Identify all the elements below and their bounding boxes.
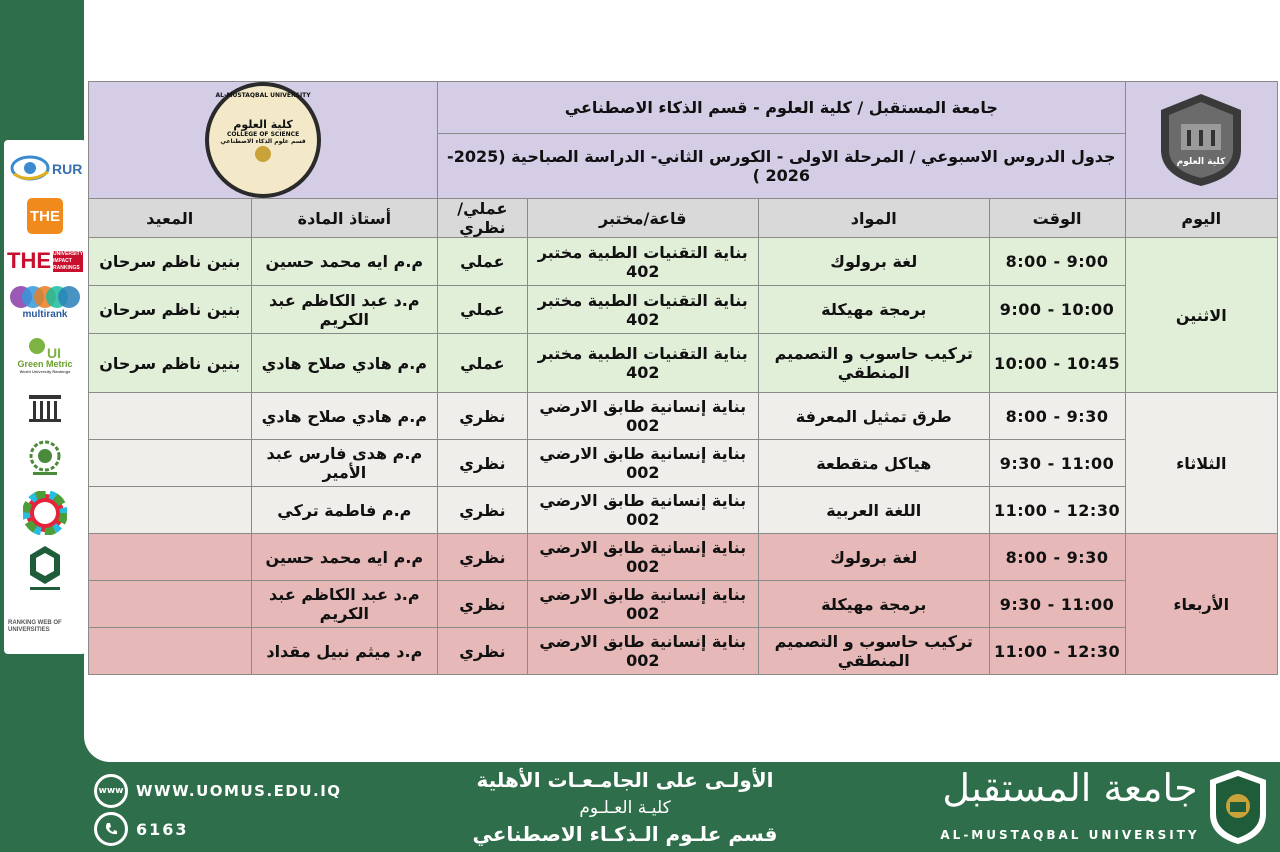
webometrics-logo xyxy=(8,616,82,638)
table-row xyxy=(89,440,1278,487)
day-cell-monday: الاثنين xyxy=(1125,238,1277,393)
multirank-circles-icon xyxy=(9,285,81,309)
arab-engineers-federation-icon xyxy=(8,542,82,594)
assistant-cell xyxy=(89,581,252,628)
subject-cell: لغة برولوك xyxy=(758,534,989,581)
table-row xyxy=(89,487,1278,534)
subject-cell: اللغة العربية xyxy=(758,487,989,534)
teacher-cell: م.د ميثم نبيل مقداد xyxy=(251,628,438,675)
footer-university-ar: جامعة المستقبل xyxy=(942,766,1198,810)
table-row xyxy=(89,238,1278,286)
col-assistant: المعيد xyxy=(89,199,252,238)
schedule-title: جدول الدروس الاسبوعي / المرحلة الاولى - الكورس الثاني- الدراسة الصباحية (2025-2026 ) xyxy=(438,134,1125,199)
subject-cell: طرق تمثيل المعرفة xyxy=(758,393,989,440)
multirank-label: multirank xyxy=(22,308,68,320)
time-cell: 9:00 - 10:00 xyxy=(989,286,1125,334)
subject-cell: هياكل متقطعة xyxy=(758,440,989,487)
schedule-table xyxy=(88,81,1278,675)
assistant-cell xyxy=(89,628,252,675)
time-cell: 8:00 - 9:30 xyxy=(989,534,1125,581)
teacher-cell: م.م هادي صلاح هادي xyxy=(251,334,438,393)
seal-dept: قسم علوم الذكاء الاصطناعي xyxy=(220,137,306,145)
subject-cell: برمجة مهيكلة xyxy=(758,286,989,334)
college-crest-logo xyxy=(1151,90,1251,190)
time-cell: 8:00 - 9:00 xyxy=(989,238,1125,286)
day-cell-wednesday: الأربعاء xyxy=(1125,534,1277,675)
type-cell: عملي xyxy=(438,286,527,334)
type-cell: نظري xyxy=(438,440,527,487)
time-cell: 10:00 - 10:45 xyxy=(989,334,1125,393)
rur-logo xyxy=(8,148,82,188)
table-row xyxy=(89,534,1278,581)
seal-ring-text: AL-MUSTAQBAL UNIVERSITY xyxy=(215,92,311,99)
footer-bar xyxy=(0,762,1280,852)
subject-cell: تركيب حاسوب و التصميم المنطقي xyxy=(758,334,989,393)
university-seal-logo xyxy=(205,82,321,198)
room-cell: بناية إنسانية طابق الارضي 002 xyxy=(527,487,758,534)
subject-cell: برمجة مهيكلة xyxy=(758,581,989,628)
teacher-cell: م.م هدى فارس عبد الأمير xyxy=(251,440,438,487)
room-cell: بناية إنسانية طابق الارضي 002 xyxy=(527,581,758,628)
day-cell-tuesday: الثلاثاء xyxy=(1125,393,1277,534)
university-seal-cell xyxy=(89,82,438,199)
assistant-cell xyxy=(89,440,252,487)
col-room: قاعة/مختبر xyxy=(527,199,758,238)
phone-number[interactable]: 6163 xyxy=(136,820,189,839)
table-row xyxy=(89,334,1278,393)
assistant-cell xyxy=(89,487,252,534)
assistant-cell: بنين ناظم سرحان xyxy=(89,286,252,334)
website-link[interactable]: WWW.UOMUS.EDU.IQ xyxy=(136,782,342,800)
teacher-cell: م.م ايه محمد حسين xyxy=(251,534,438,581)
time-cell: 11:00 - 12:30 xyxy=(989,628,1125,675)
footer-university-en: AL-MUSTAQBAL UNIVERSITY xyxy=(940,828,1200,842)
teacher-cell: م.د عبد الكاظم عبد الكريم xyxy=(251,581,438,628)
type-cell: عملي xyxy=(438,334,527,393)
table-row xyxy=(89,393,1278,440)
teacher-cell: م.م فاطمة تركي xyxy=(251,487,438,534)
greenmetric-label: Green Metric xyxy=(17,359,73,369)
crest-caption: كلية العلوم xyxy=(1176,157,1226,167)
room-cell: بناية إنسانية طابق الارضي 002 xyxy=(527,534,758,581)
subject-cell: لغة برولوك xyxy=(758,238,989,286)
webometrics-label: RANKING WEB OF UNIVERSITIES xyxy=(8,620,62,633)
columns-building-icon xyxy=(8,388,82,428)
type-cell: نظري xyxy=(438,534,527,581)
svg-text:UI: UI xyxy=(47,345,61,360)
www-globe-icon[interactable]: www xyxy=(94,774,128,808)
seal-college-en: COLLEGE OF SCIENCE xyxy=(226,130,300,138)
type-cell: عملي xyxy=(438,238,527,286)
rur-label: RUR xyxy=(52,161,82,177)
room-cell: بناية التقنيات الطبية مختبر 402 xyxy=(527,238,758,286)
footer-slogan-1: الأولـى على الجامـعـات الأهلية xyxy=(476,768,774,792)
type-cell: نظري xyxy=(438,628,527,675)
assistant-cell: بنين ناظم سرحان xyxy=(89,334,252,393)
greenmetric-leaf-icon xyxy=(25,336,65,360)
assistant-cell: بنين ناظم سرحان xyxy=(89,238,252,286)
the-impact-sub: UNIVERSITY IMPACT RANKINGS xyxy=(53,250,84,271)
time-cell: 11:00 - 12:30 xyxy=(989,487,1125,534)
column-headers xyxy=(89,199,1278,238)
sdg-wheel-icon xyxy=(8,490,82,536)
subject-cell: تركيب حاسوب و التصميم المنطقي xyxy=(758,628,989,675)
the-logo xyxy=(8,196,82,236)
type-cell: نظري xyxy=(438,393,527,440)
rur-eye-icon xyxy=(8,148,82,188)
room-cell: بناية إنسانية طابق الارضي 002 xyxy=(527,440,758,487)
header-row-1 xyxy=(89,82,1278,134)
table-row xyxy=(89,628,1278,675)
room-cell: بناية إنسانية طابق الارضي 002 xyxy=(527,628,758,675)
col-type: عملي/نظري xyxy=(438,199,527,238)
greenmetric-sub: World University Rankings xyxy=(19,369,71,374)
footer-slogan-2: كليـة العـلـوم xyxy=(579,798,671,818)
table-row xyxy=(89,286,1278,334)
table-row xyxy=(89,581,1278,628)
time-cell: 9:30 - 11:00 xyxy=(989,581,1125,628)
time-cell: 8:00 - 9:30 xyxy=(989,393,1125,440)
multirank-logo xyxy=(8,282,82,322)
seal-emblem-icon xyxy=(254,145,272,163)
college-logo-cell xyxy=(1125,82,1277,199)
teacher-cell: م.م هادي صلاح هادي xyxy=(251,393,438,440)
col-subject: المواد xyxy=(758,199,989,238)
greenmetric-logo xyxy=(8,330,82,380)
col-time: الوقت xyxy=(989,199,1125,238)
the-impact-logo xyxy=(8,244,82,278)
the-impact-label: THE xyxy=(7,248,52,273)
footer-university-crest-icon xyxy=(1206,768,1270,846)
col-day: اليوم xyxy=(1125,199,1277,238)
type-cell: نظري xyxy=(438,581,527,628)
time-cell: 9:30 - 11:00 xyxy=(989,440,1125,487)
arab-union-wreath-icon xyxy=(8,436,82,480)
seal-college-ar: كلية العلوم xyxy=(233,117,293,131)
col-teacher: أستاذ المادة xyxy=(251,199,438,238)
teacher-cell: م.م ايه محمد حسين xyxy=(251,238,438,286)
rankings-panel xyxy=(4,140,86,654)
room-cell: بناية إنسانية طابق الارضي 002 xyxy=(527,393,758,440)
university-title: جامعة المستقبل / كلية العلوم - قسم الذكاء الاصطناعي xyxy=(438,82,1125,134)
teacher-cell: م.د عبد الكاظم عبد الكريم xyxy=(251,286,438,334)
room-cell: بناية التقنيات الطبية مختبر 402 xyxy=(527,334,758,393)
room-cell: بناية التقنيات الطبية مختبر 402 xyxy=(527,286,758,334)
assistant-cell xyxy=(89,393,252,440)
type-cell: نظري xyxy=(438,487,527,534)
phone-icon[interactable] xyxy=(94,812,128,846)
footer-slogan-3: قسم علـوم الـذكـاء الاصطناعي xyxy=(472,822,778,846)
assistant-cell xyxy=(89,534,252,581)
the-label: THE xyxy=(27,198,63,234)
